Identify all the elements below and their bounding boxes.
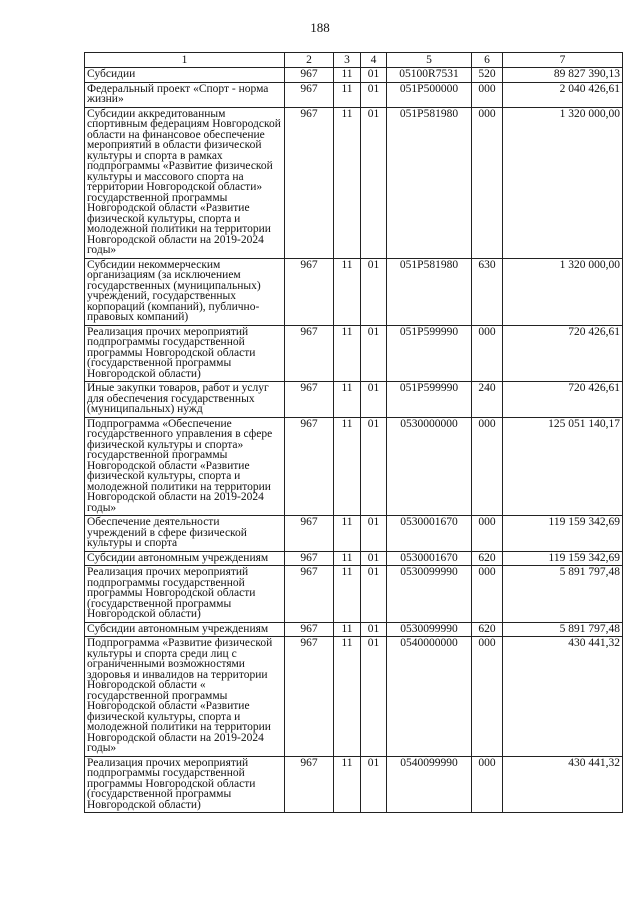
- table-row: [85, 107, 623, 258]
- row-name: Реализация прочих мероприятий подпрограммы государственной программы Новгородской области (государственной программы Новгородской области): [85, 756, 285, 813]
- cell-target-article: 0530099990: [387, 566, 472, 623]
- cell-section-code: 11: [334, 637, 361, 757]
- cell-expense-type: 000: [472, 417, 503, 516]
- cell-ministry-code: 967: [285, 516, 334, 552]
- table-row: [85, 622, 623, 637]
- cell-expense-type: 520: [472, 68, 503, 83]
- table-row: [85, 258, 623, 325]
- row-name: Реализация прочих мероприятий подпрограммы государственной программы Новгородской области (государственной программы Новгородской области): [85, 566, 285, 623]
- cell-expense-type: 620: [472, 622, 503, 637]
- row-name: Федеральный проект «Спорт - норма жизни»: [85, 82, 285, 107]
- table-row: [85, 756, 623, 813]
- column-header: 3: [334, 53, 361, 68]
- row-name: Реализация прочих мероприятий подпрограммы государственной программы Новгородской области (государственной программы Новгородской области): [85, 325, 285, 382]
- cell-expense-type: 620: [472, 551, 503, 566]
- table-row: [85, 325, 623, 382]
- row-name: Обеспечение деятельности учреждений в сфере физической культуры и спорта: [85, 516, 285, 552]
- table-row: [85, 68, 623, 83]
- cell-section-code: 11: [334, 417, 361, 516]
- cell-amount: 2 040 426,61: [503, 82, 623, 107]
- cell-expense-type: 000: [472, 82, 503, 107]
- row-name: Подпрограмма «Развитие физической культуры и спорта среди лиц с ограниченными возможностями здоровья и инвалидов на территории Новгородской области « государственной программы Новгородской области «Развитие физической культуры, спорта и молодежной политики на территории Новгородской области на 2019-2024 годы»: [85, 637, 285, 757]
- cell-target-article: 051P581980: [387, 107, 472, 258]
- column-header: 5: [387, 53, 472, 68]
- cell-amount: 119 159 342,69: [503, 551, 623, 566]
- cell-ministry-code: 967: [285, 417, 334, 516]
- cell-target-article: 051P599990: [387, 325, 472, 382]
- column-header: 6: [472, 53, 503, 68]
- cell-ministry-code: 967: [285, 68, 334, 83]
- cell-amount: 5 891 797,48: [503, 566, 623, 623]
- cell-subsection-code: 01: [361, 107, 387, 258]
- column-header: 2: [285, 53, 334, 68]
- column-header: 1: [85, 53, 285, 68]
- cell-amount: 1 320 000,00: [503, 107, 623, 258]
- page-number: 188: [310, 20, 330, 35]
- cell-ministry-code: 967: [285, 637, 334, 757]
- cell-target-article: 051P500000: [387, 82, 472, 107]
- row-name: Субсидии автономным учреждениям: [85, 622, 285, 637]
- cell-expense-type: 630: [472, 258, 503, 325]
- cell-amount: 89 827 390,13: [503, 68, 623, 83]
- cell-section-code: 11: [334, 325, 361, 382]
- cell-expense-type: 240: [472, 382, 503, 418]
- cell-target-article: 0530001670: [387, 516, 472, 552]
- cell-amount: 5 891 797,48: [503, 622, 623, 637]
- cell-subsection-code: 01: [361, 516, 387, 552]
- cell-amount: 720 426,61: [503, 382, 623, 418]
- cell-section-code: 11: [334, 551, 361, 566]
- cell-target-article: 051P581980: [387, 258, 472, 325]
- cell-ministry-code: 967: [285, 566, 334, 623]
- cell-expense-type: 000: [472, 637, 503, 757]
- cell-subsection-code: 01: [361, 258, 387, 325]
- cell-ministry-code: 967: [285, 551, 334, 566]
- cell-ministry-code: 967: [285, 382, 334, 418]
- cell-subsection-code: 01: [361, 82, 387, 107]
- column-header: 4: [361, 53, 387, 68]
- row-name: Иные закупки товаров, работ и услуг для обеспечения государственных (муниципальных) нужд: [85, 382, 285, 418]
- cell-ministry-code: 967: [285, 82, 334, 107]
- cell-subsection-code: 01: [361, 382, 387, 418]
- table-row: [85, 637, 623, 757]
- cell-section-code: 11: [334, 258, 361, 325]
- cell-subsection-code: 01: [361, 622, 387, 637]
- header-row: [85, 53, 623, 68]
- row-name: Подпрограмма «Обеспечение государственного управления в сфере физической культуры и спорта» государственной программы Новгородской области «Развитие физической культуры, спорта и молодежной политики на территории Новгородской области на 2019-2024 годы»: [85, 417, 285, 516]
- table-row: [85, 417, 623, 516]
- row-name: Субсидии некоммерческим организациям (за исключением государственных (муниципальных) учреждений, государственных корпораций (компаний), публично-правовых компаний): [85, 258, 285, 325]
- column-header: 7: [503, 53, 623, 68]
- cell-target-article: 0530001670: [387, 551, 472, 566]
- row-name: Субсидии аккредитованным спортивным федерациям Новгородской области на финансовое обеспечение мероприятий в области физической культуры и спорта в рамках подпрограммы «Развитие физической культуры и массового спорта на территории Новгородской области» государственной программы Новгородской области «Развитие физической культуры, спорта и молодежной политики на территории Новгородской области на 2019-2024 годы»: [85, 107, 285, 258]
- table-row: [85, 382, 623, 418]
- cell-section-code: 11: [334, 82, 361, 107]
- cell-ministry-code: 967: [285, 756, 334, 813]
- cell-target-article: 051P599990: [387, 382, 472, 418]
- cell-expense-type: 000: [472, 325, 503, 382]
- cell-ministry-code: 967: [285, 107, 334, 258]
- cell-ministry-code: 967: [285, 622, 334, 637]
- cell-amount: 430 441,32: [503, 637, 623, 757]
- cell-amount: 720 426,61: [503, 325, 623, 382]
- cell-section-code: 11: [334, 516, 361, 552]
- cell-target-article: 05100R7531: [387, 68, 472, 83]
- table-row: [85, 516, 623, 552]
- cell-subsection-code: 01: [361, 417, 387, 516]
- cell-section-code: 11: [334, 382, 361, 418]
- cell-expense-type: 000: [472, 566, 503, 623]
- cell-subsection-code: 01: [361, 637, 387, 757]
- cell-ministry-code: 967: [285, 258, 334, 325]
- cell-subsection-code: 01: [361, 325, 387, 382]
- cell-ministry-code: 967: [285, 325, 334, 382]
- cell-subsection-code: 01: [361, 68, 387, 83]
- cell-target-article: 0530099990: [387, 622, 472, 637]
- cell-amount: 430 441,32: [503, 756, 623, 813]
- cell-amount: 119 159 342,69: [503, 516, 623, 552]
- cell-subsection-code: 01: [361, 566, 387, 623]
- row-name: Субсидии автономным учреждениям: [85, 551, 285, 566]
- budget-table: [84, 52, 623, 813]
- cell-target-article: 0530000000: [387, 417, 472, 516]
- cell-section-code: 11: [334, 756, 361, 813]
- table-row: [85, 566, 623, 623]
- row-name: Субсидии: [85, 68, 285, 83]
- cell-subsection-code: 01: [361, 756, 387, 813]
- cell-section-code: 11: [334, 68, 361, 83]
- cell-section-code: 11: [334, 622, 361, 637]
- table-row: [85, 551, 623, 566]
- cell-target-article: 0540099990: [387, 756, 472, 813]
- cell-amount: 1 320 000,00: [503, 258, 623, 325]
- cell-expense-type: 000: [472, 516, 503, 552]
- cell-expense-type: 000: [472, 107, 503, 258]
- cell-target-article: 0540000000: [387, 637, 472, 757]
- table-row: [85, 82, 623, 107]
- cell-amount: 125 051 140,17: [503, 417, 623, 516]
- cell-section-code: 11: [334, 566, 361, 623]
- cell-section-code: 11: [334, 107, 361, 258]
- cell-expense-type: 000: [472, 756, 503, 813]
- cell-subsection-code: 01: [361, 551, 387, 566]
